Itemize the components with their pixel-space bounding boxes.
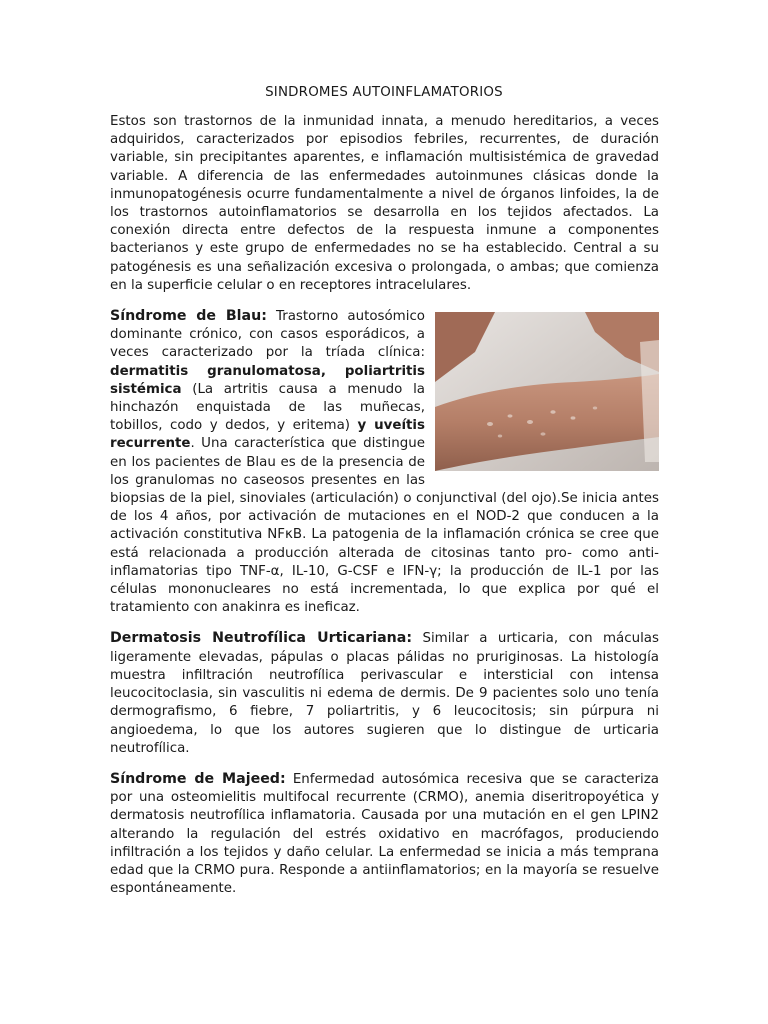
blau-bold-1: dermatitis granulomatosa, poliartritis sistémica bbox=[110, 363, 425, 397]
majeed-term: Síndrome de Majeed: bbox=[110, 770, 286, 787]
majeed-paragraph bbox=[110, 770, 659, 898]
arm-photo-drawing bbox=[435, 312, 659, 471]
document-title: SINDROMES AUTOINFLAMATORIOS bbox=[265, 85, 503, 100]
dnu-text: Similar a urticaria, con máculas ligeramente elevadas, pápulas o placas pálidas no pruriginosas. La histología muestra infiltración neutrofílica perivascular e intersticial con intensa leucocitoclasia, sin vasculitis ni edema de dermis. De 9 pacientes solo uno tenía dermografismo, 6 fiebre, 7 poliartritis, y 6 leucocitosis; sin púrpura ni angioedema, lo que los autores sugieren que lo distingue de urticaria neutrofílica. bbox=[110, 631, 659, 756]
skin-lesion-photo bbox=[435, 312, 659, 471]
blau-text-1: Trastorno autosómico dominante crónico, con casos esporádicos, a veces caracterizado por la tríada clínica: bbox=[110, 309, 425, 361]
majeed-text: Enfermedad autosómica recesiva que se caracteriza por una osteomielitis multifocal recurrente (CRMO), anemia diseritropoyética y dermatosis neutrofílica inflamatoria. Causada por una mutación en el gen LPIN2 alterando la regulación del estrés oxidativo en macrófagos, produciendo infiltración a los tejidos y daño celular. La enfermedad se inicia a más temprana edad que la CRMO pura. Responde a antiinflamatorios; en la mayoría se resuelve espontáneamente. bbox=[110, 771, 659, 897]
blau-paragraph bbox=[110, 307, 659, 617]
dnu-term: Dermatosis Neutrofílica Urticariana: bbox=[110, 630, 413, 647]
dnu-paragraph bbox=[110, 629, 659, 757]
blau-term: Síndrome de Blau: bbox=[110, 308, 267, 325]
document-body bbox=[110, 113, 659, 910]
intro-paragraph: Estos son trastornos de la inmunidad innata, a menudo hereditarios, a veces adquiridos, caracterizados por episodios febriles, recurrentes, de duración variable, sin precipitantes aparentes, e inflamación multisistémica de gravedad variable. A diferencia de las enfermedades autoinmunes clásicas donde la inmunopatogénesis ocurre fundamentalmente a nivel de órganos linfoides, la de los trastornos autoinflamatorios se desarrolla en los tejidos afectados. La conexión directa entre defectos de la respuesta inmune a componentes bacterianos y este grupo de enfermedades no se ha establecido. Central a su patogénesis es una señalización excesiva o prolongada, o ambas; que comienza en la superficie celular o en receptores intracelulares. bbox=[110, 114, 659, 293]
blau-bold-2: y uveítis recurrente bbox=[110, 418, 425, 452]
blau-text-3: . Una característica que distingue en los pacientes de Blau es de la presencia de los granulomas no caseosos presentes en las biopsias de la piel, sinoviales (articulación) o conjunctival (del ojo).Se inicia antes de los 4 años, por activación de mutaciones en el NOD-2 que conducen a la activación constitutiva NFκB. La patogenia de la inflamación crónica se cree que está relacionada a producción alterada de citosinas tanto pro- como anti-inflamatorias tipo TNF-α, IL-10, G-CSF e IFN-γ; la producción de IL-1 por las células mononucleares no está incrementada, lo que explica por qué el tratamiento con anakinra es ineficaz. bbox=[110, 436, 659, 616]
blau-text-2: (La artritis causa a menudo la hinchazón enquistada de las muñecas, tobillos, codo y dedos, y eritema) bbox=[110, 381, 425, 434]
